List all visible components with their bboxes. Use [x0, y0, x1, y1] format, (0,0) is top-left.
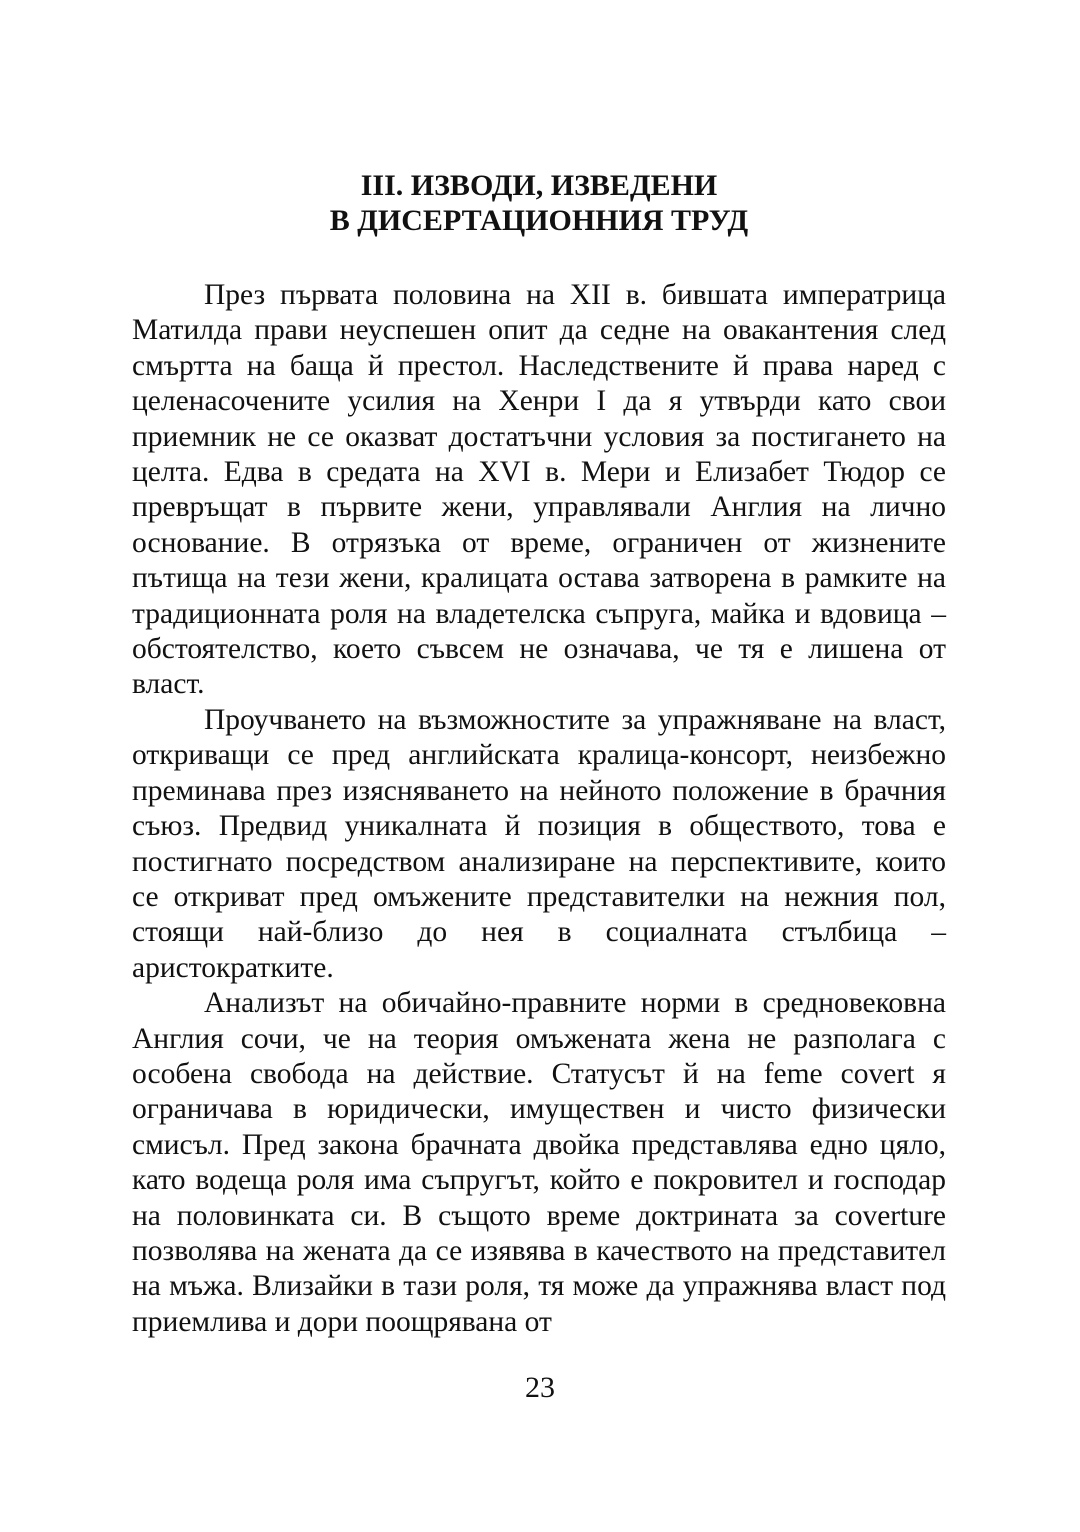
- page-content: [132, 168, 946, 1340]
- page-number: 23: [525, 1371, 555, 1404]
- paragraph-1: През първата половина на XII в. бившата императрица Матилда прави неуспешен опит да седне на овакантения след смъртта на баща й престол. Наследствените й права наред с целенасочените усилия на Хенри I да я утвърди като свои приемник не се оказват достатъчни условия за постигането на целта. Едва в средата на XVI в. Мери и Елизабет Тюдор се превръщат в първите жени, управлявали Англия на лично основание. В отрязъка от време, ограничен от жизнените пътища на тези жени, кралицата остава затворена в рамките на традиционната роля на владетелска съпруга, майка и вдовица – обстоятелство, което съвсем не означава, че тя е лишена от власт.: [132, 279, 946, 701]
- body-text: [132, 278, 946, 1340]
- chapter-title-line-1: III. ИЗВОДИ, ИЗВЕДЕНИ: [360, 169, 718, 202]
- paragraph-2: Проучването на възможностите за упражняване на власт, откриващи се пред английската кралица-консорт, неизбежно преминава през изясняването на нейното положение в брачния съюз. Предвид уникалната й позиция в обществото, това е постигнато посредством анализиране на перспективите, които се откриват пред омъжените представителки на нежния пол, стоящи най-близо до нея в социалната стълбица – аристократките.: [132, 703, 946, 984]
- chapter-title: [132, 168, 946, 238]
- chapter-title-line-2: В ДИСЕРТАЦИОННИЯ ТРУД: [329, 204, 749, 237]
- paragraph-3: Анализът на обичайно-правните норми в средновековна Англия сочи, че на теория омъжената жена не разполага с особена свобода на действие. Статусът й на feme covert я ограничава в юридически, имуществен и чисто физически смисъл. Пред закона брачната двойка представлява едно цяло, като водеща роля има съпругът, който е покровител и господар на половинката си. В същото време доктрината за coverture позволява на жената да се изявява в качеството на представител на мъжа. Влизайки в тази роля, тя може да упражнява власт под приемлива и дори поощрявана от: [132, 987, 946, 1338]
